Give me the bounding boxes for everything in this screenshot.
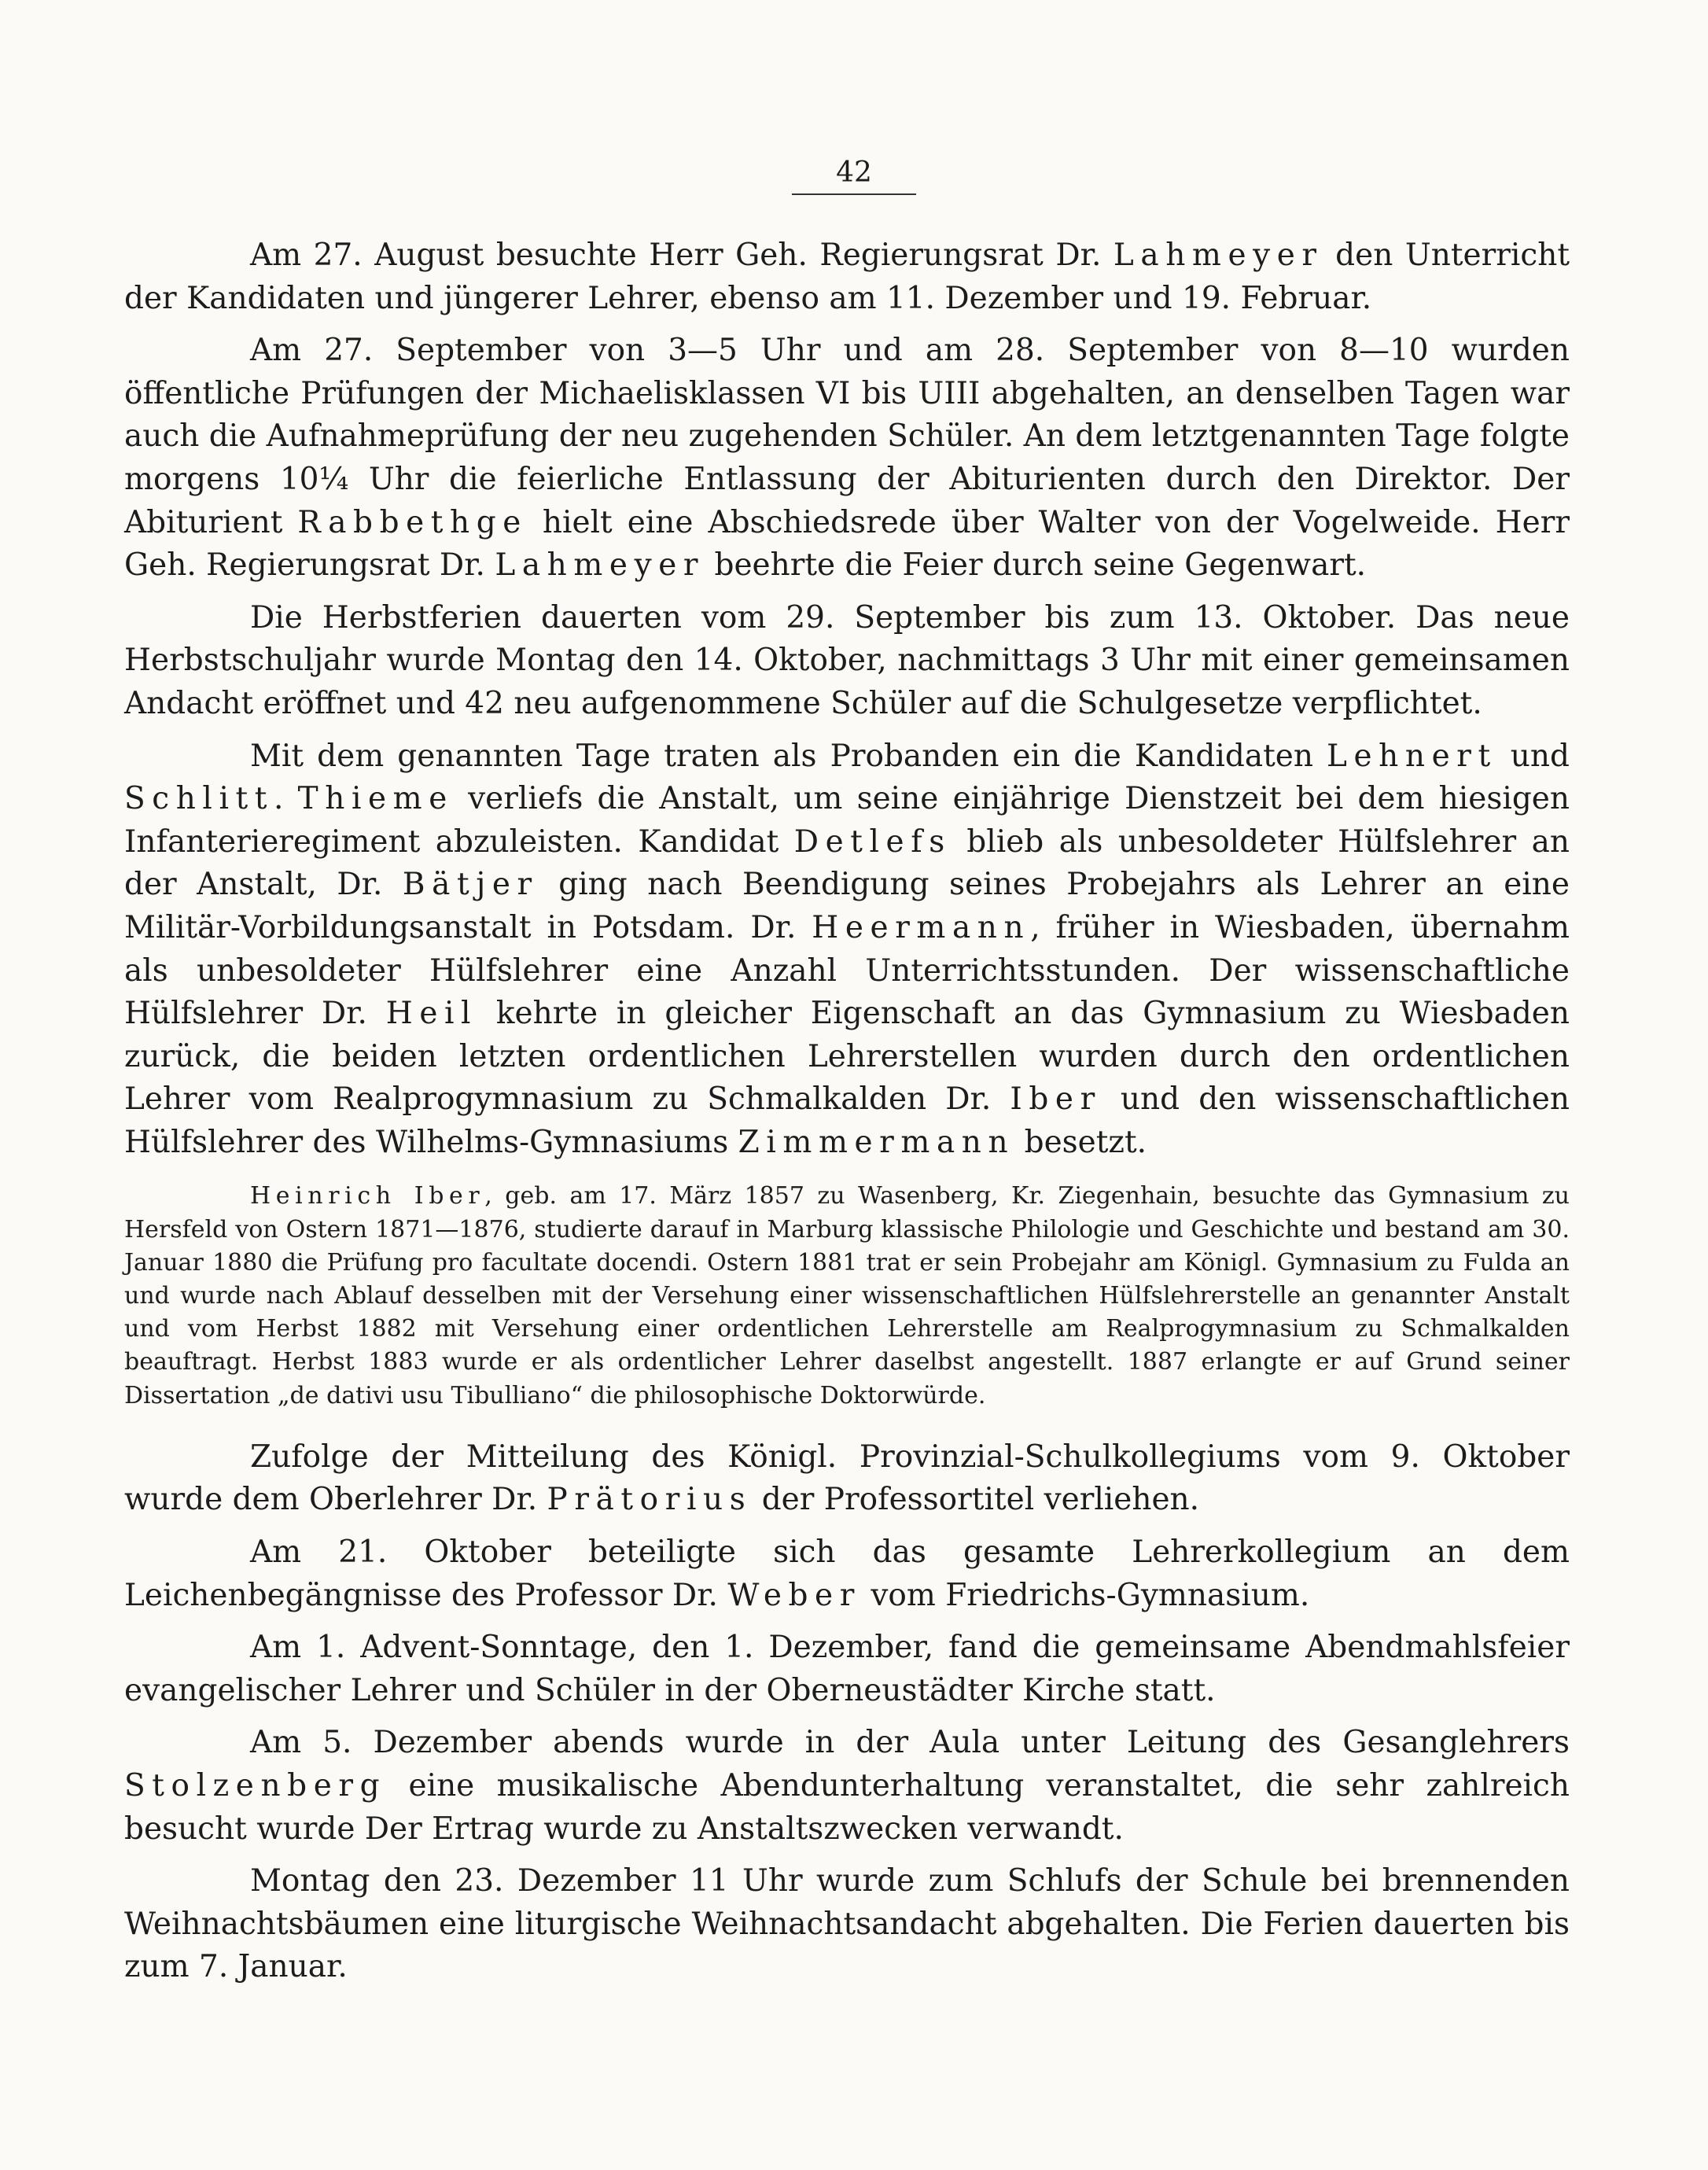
person-name: Lahmeyer bbox=[1113, 238, 1323, 273]
text-run: ging nach Beendigung seines Probejahrs als Lehrer an eine Militär-Vorbildungsanstalt in Potsdam. Dr. bbox=[124, 867, 1570, 945]
text-run: und den wissenschaftlichen Hülfslehrer des Wilhelms-Gymnasiums bbox=[124, 1081, 1570, 1160]
body-paragraph bbox=[124, 330, 1570, 588]
person-name: Heil bbox=[385, 996, 478, 1032]
person-name: Weber bbox=[727, 1577, 861, 1613]
document-body bbox=[124, 234, 1570, 1999]
text-run: Mit dem genannten Tage traten als Probanden ein die Kandidaten bbox=[250, 738, 1327, 774]
text-run: Am 5. Dezember abends wurde in der Aula unter Leitung des Gesanglehrers bbox=[250, 1725, 1570, 1761]
text-run: Die Herbstferien dauerten vom 29. September bis zum 13. Oktober. Das neue Herbstschuljahr wurde Montag den 14. Oktober, nachmittags 3 Uhr mit einer gemeinsamen Andacht eröffnet und 42 neu aufgenommene Schüler auf die Schulgesetze verpflichtet. bbox=[124, 599, 1570, 721]
person-name: Thieme bbox=[297, 781, 454, 817]
body-paragraph bbox=[124, 234, 1570, 320]
text-run: den Unterricht der Kandidaten und jüngerer Lehrer, ebenso am 11. Dezember und 19. Februar. bbox=[124, 238, 1570, 316]
text-run: besetzt. bbox=[1014, 1124, 1147, 1160]
text-run: blieb als unbesoldeter Hülfslehrer an der Anstalt, Dr. bbox=[124, 823, 1570, 903]
page-number bbox=[0, 156, 1708, 195]
body-paragraph bbox=[124, 1860, 1570, 1989]
text-run: vom Friedrichs-Gymnasium. bbox=[860, 1577, 1310, 1613]
text-run: beehrte die Feier durch seine Gegenwart. bbox=[705, 547, 1367, 584]
text-run: und bbox=[1496, 738, 1570, 774]
text-run: , früher in Wiesbaden, übernahm als unbesoldeter Hülfslehrer eine Anzahl Unterrichtsstunden. Der wissenschaftliche Hülfslehrer Dr. bbox=[124, 909, 1570, 1032]
text-run: verliefs die Anstalt, um seine einjährige Dienstzeit bei dem hiesigen Infanterieregiment abzuleisten. Kandidat bbox=[124, 781, 1570, 860]
body-paragraph bbox=[124, 1627, 1570, 1712]
text-run: Am 27. August besuchte Herr Geh. Regierungsrat Dr. bbox=[250, 238, 1114, 273]
body-paragraph bbox=[124, 597, 1570, 726]
body-paragraph bbox=[124, 1436, 1570, 1522]
text-run: eine musikalische Abendunterhaltung veranstaltet, die sehr zahlreich besucht wurde Der Ertrag wurde zu Anstaltszwecken verwandt. bbox=[124, 1768, 1570, 1847]
text-run: , geb. am 17. März 1857 zu Wasenberg, Kr. Ziegenhain, besuchte das Gymnasium zu Hersfeld von Ostern 1871—1876, studierte darauf in Marburg klassische Philologie und Geschichte und bestand am 30. Januar 1880 die Prüfung pro facultate docendi. Ostern 1881 trat er sein Probejahr am Königl. Gymnasium zu Fulda an und wurde nach Ablauf desselben mit der Versehung einer wissenschaftlichen Hülfslehrerstelle an genannter Anstalt und vom Herbst 1882 mit Versehung einer ordentlichen Lehrerstelle am Realprogymnasium zu Schmalkalden beauftragt. Herbst 1883 wurde er als ordentlicher Lehrer daselbst angestellt. 1887 erlangte er auf Grund seiner Dissertation „de dativi usu Tibulliano“ die philosophische Doktorwürde. bbox=[124, 1182, 1570, 1409]
person-name: Lehnert bbox=[1327, 738, 1497, 774]
person-name: Heinrich Iber bbox=[250, 1182, 485, 1210]
person-name: Rabbethge bbox=[297, 504, 528, 540]
body-paragraph bbox=[124, 1531, 1570, 1617]
person-name: Zimmermann bbox=[738, 1124, 1015, 1160]
person-name: Schlitt bbox=[124, 781, 274, 817]
footnote-paragraph bbox=[124, 1180, 1570, 1412]
page-number-text: 42 bbox=[792, 156, 916, 195]
person-name: Detlefs bbox=[793, 823, 952, 860]
text-run: Montag den 23. Dezember 11 Uhr wurde zum Schlufs der Schule bei brennenden Weihnachtsbäumen eine liturgische Weihnachtsandacht abgehalten. Die Ferien dauerten bis zum 7. Januar. bbox=[124, 1863, 1570, 1985]
body-paragraph bbox=[124, 1722, 1570, 1851]
person-name: Heermann bbox=[812, 909, 1031, 945]
text-run: der Professortitel verliehen. bbox=[752, 1482, 1200, 1518]
text-run: kehrte in gleicher Eigenschaft an das Gymnasium zu Wiesbaden zurück, die beiden letzten ordentlichen Lehrerstellen wurden durch den ordentlichen Lehrer vom Realprogymnasium zu Schmalkalden Dr. bbox=[124, 996, 1570, 1118]
person-name: Bätjer bbox=[402, 867, 539, 903]
text-run: hielt eine Abschiedsrede über Walter von der Vogelweide. Herr Geh. Regierungsrat Dr. bbox=[124, 504, 1570, 584]
body-paragraph bbox=[124, 735, 1570, 1165]
person-name: Prätorius bbox=[547, 1482, 753, 1518]
person-name: Lahmeyer bbox=[495, 547, 705, 584]
text-run: Zufolge der Mitteilung des Königl. Provinzial-Schulkollegiums vom 9. Oktober wurde dem Oberlehrer Dr. bbox=[124, 1439, 1570, 1518]
text-run: . bbox=[274, 781, 298, 817]
person-name: Iber bbox=[1010, 1081, 1102, 1118]
text-run: Am 27. September von 3—5 Uhr und am 28. September von 8—10 wurden öffentliche Prüfungen der Michaelisklassen VI bis UIII abgehalten, an denselben Tagen war auch die Aufnahmeprüfung der neu zugehenden Schüler. An dem letztgenannten Tage folgte morgens 10¼ Uhr die feierliche Entlassung der Abiturienten durch den Direktor. Der Abiturient bbox=[124, 333, 1570, 540]
text-run: Am 21. Oktober beteiligte sich das gesamte Lehrerkollegium an dem Leichenbegängnisse des Professor Dr. bbox=[124, 1534, 1570, 1613]
text-run: Am 1. Advent-Sonntage, den 1. Dezember, fand die gemeinsame Abendmahlsfeier evangelischer Lehrer und Schüler in der Oberneustädter Kirche statt. bbox=[124, 1630, 1570, 1708]
person-name: Stolzenberg bbox=[124, 1768, 387, 1804]
